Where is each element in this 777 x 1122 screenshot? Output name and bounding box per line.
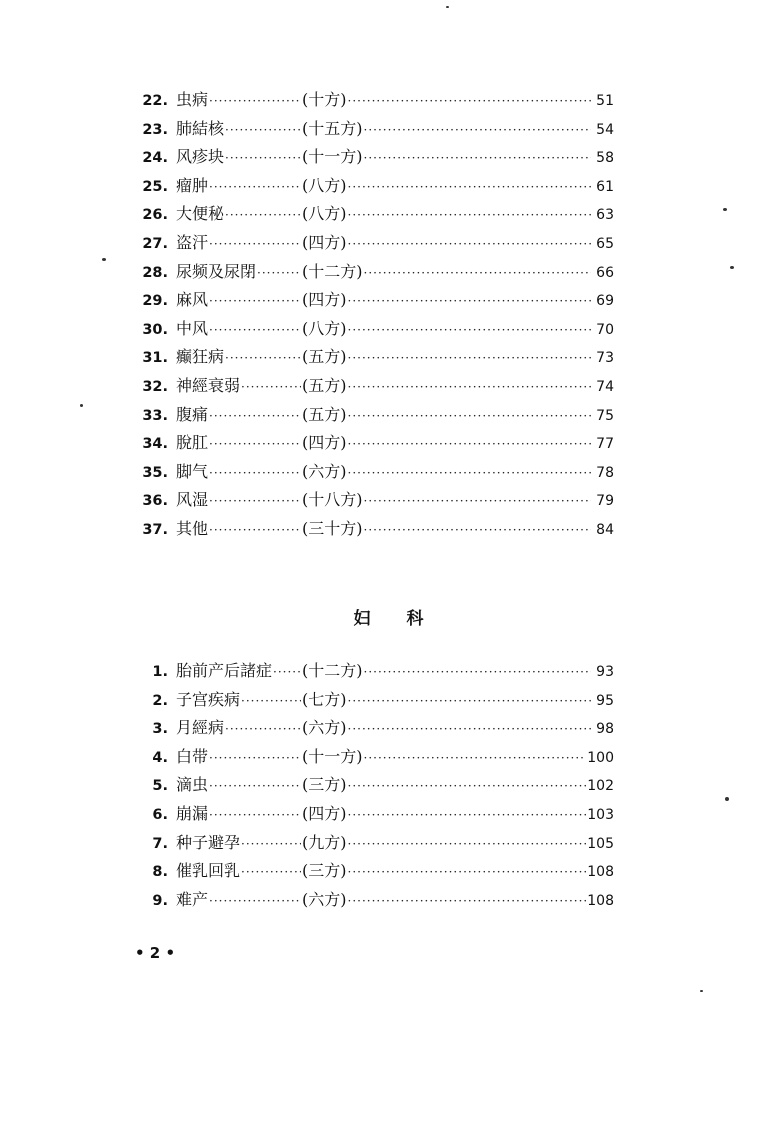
- toc-entry-title: 其他: [176, 518, 209, 538]
- toc-entry-title: 中风: [176, 318, 209, 338]
- dot-leader: [348, 459, 591, 488]
- toc-entry-number: 28.: [142, 264, 168, 281]
- toc-entry-page: 65: [596, 235, 614, 252]
- toc-entry: [128, 372, 614, 401]
- toc-entry-title: 月經病: [176, 718, 225, 738]
- toc-entry-formula-count: (六方): [302, 718, 347, 738]
- toc-entry-page: 79: [596, 493, 614, 510]
- toc-entry-page: 73: [596, 350, 614, 367]
- toc-entry: [128, 857, 614, 886]
- toc-entry-formula-count: (十一方): [302, 746, 363, 766]
- toc-entry: [128, 486, 614, 515]
- dot-leader: [241, 830, 301, 859]
- toc-entry: [128, 172, 614, 201]
- toc-entry-number: 35.: [142, 464, 168, 481]
- dot-leader: [241, 687, 301, 716]
- toc-entry-formula-count: (四方): [302, 232, 347, 252]
- page-number: • 2 •: [135, 944, 176, 962]
- toc-entry-title: 脚气: [176, 461, 209, 481]
- toc-entry: [128, 429, 614, 458]
- toc-entry-formula-count: (六方): [302, 889, 347, 909]
- dot-leader: [348, 887, 587, 916]
- toc-entry-formula-count: (七方): [302, 689, 347, 709]
- toc-entry-page: 69: [596, 293, 614, 310]
- toc-entry-title: 风疹块: [176, 147, 225, 167]
- toc-entry-number: 5.: [152, 778, 168, 795]
- toc-entry: [128, 657, 614, 686]
- dot-leader: [209, 316, 301, 345]
- dot-leader: [209, 230, 301, 259]
- toc-list-internal-medicine: [128, 86, 614, 544]
- toc-entry-page: 102: [587, 778, 614, 795]
- dot-leader: [348, 373, 591, 402]
- dot-leader: [209, 516, 301, 545]
- dot-leader: [209, 744, 301, 773]
- toc-entry-formula-count: (八方): [302, 318, 347, 338]
- toc-entry-formula-count: (六方): [302, 461, 347, 481]
- dot-leader: [348, 687, 591, 716]
- toc-entry-page: 66: [596, 264, 614, 281]
- toc-entry-page: 100: [587, 749, 614, 766]
- toc-entry-number: 37.: [142, 521, 168, 538]
- dot-leader: [225, 344, 301, 373]
- toc-entry-formula-count: (十五方): [302, 118, 363, 138]
- toc-entry-number: 1.: [152, 664, 168, 680]
- dot-leader: [273, 658, 301, 687]
- dot-leader: [209, 459, 301, 488]
- toc-entry-page: 78: [596, 464, 614, 481]
- toc-entry-formula-count: (四方): [302, 803, 347, 823]
- dot-leader: [348, 287, 591, 316]
- toc-entry-number: 25.: [142, 178, 168, 195]
- toc-entry-number: 2.: [152, 692, 168, 709]
- toc-entry-page: 51: [596, 93, 614, 109]
- dot-leader: [364, 116, 591, 145]
- toc-entry-title: 神經衰弱: [176, 375, 241, 395]
- toc-entry-page: 95: [596, 692, 614, 709]
- scan-speck: [723, 208, 727, 211]
- dot-leader: [225, 201, 301, 230]
- toc-entry-number: 34.: [142, 436, 168, 453]
- toc-entry-page: 103: [587, 806, 614, 823]
- toc-entry: [128, 515, 614, 544]
- toc-entry: [128, 86, 614, 115]
- toc-entry-number: 26.: [142, 207, 168, 224]
- toc-entry-title: 麻风: [176, 290, 209, 310]
- toc-entry-page: 75: [596, 407, 614, 424]
- dot-leader: [348, 430, 591, 459]
- toc-entry: [128, 286, 614, 315]
- toc-entry-title: 腹痛: [176, 404, 209, 424]
- toc-entry-title: 白带: [176, 746, 209, 766]
- toc-entry-page: 108: [587, 864, 614, 881]
- toc-entry-formula-count: (八方): [302, 204, 347, 224]
- dot-leader: [348, 87, 591, 116]
- dot-leader: [209, 287, 301, 316]
- dot-leader: [348, 316, 591, 345]
- toc-entry: [128, 229, 614, 258]
- toc-entry: [128, 115, 614, 144]
- toc-entry: [128, 743, 614, 772]
- toc-entry-title: 盗汗: [176, 232, 209, 252]
- toc-entry-formula-count: (十二方): [302, 261, 363, 281]
- toc-entry-formula-count: (十方): [302, 90, 347, 109]
- dot-leader: [225, 116, 301, 145]
- toc-entry-title: 肺結核: [176, 118, 225, 138]
- dot-leader: [209, 801, 301, 830]
- toc-entry: [128, 714, 614, 743]
- toc-entry-formula-count: (九方): [302, 832, 347, 852]
- dot-leader: [364, 144, 591, 173]
- toc-entry-number: 7.: [152, 835, 168, 852]
- dot-leader: [364, 516, 591, 545]
- section-heading-gynecology: 妇科: [353, 609, 460, 629]
- dot-leader: [348, 344, 591, 373]
- toc-entry-title: 虫病: [176, 90, 209, 109]
- toc-entry-page: 70: [596, 321, 614, 338]
- toc-entry: [128, 258, 614, 287]
- toc-entry-number: 33.: [142, 407, 168, 424]
- dot-leader: [348, 715, 591, 744]
- toc-entry: [128, 886, 614, 915]
- toc-entry-number: 29.: [142, 293, 168, 310]
- scan-speck: [725, 797, 729, 801]
- toc-entry-number: 6.: [152, 806, 168, 823]
- toc-entry: [128, 315, 614, 344]
- dot-leader: [209, 402, 301, 431]
- toc-entry-formula-count: (三方): [302, 861, 347, 881]
- toc-entry-formula-count: (三方): [302, 775, 347, 795]
- scan-speck: [700, 990, 703, 992]
- toc-entry-formula-count: (四方): [302, 290, 347, 310]
- toc-entry: [128, 458, 614, 487]
- toc-entry-formula-count: (五方): [302, 404, 347, 424]
- toc-entry-formula-count: (五方): [302, 347, 347, 367]
- toc-entry-formula-count: (八方): [302, 175, 347, 195]
- toc-entry-title: 滴虫: [176, 775, 209, 795]
- dot-leader: [209, 173, 301, 202]
- dot-leader: [348, 201, 591, 230]
- toc-entry-formula-count: (四方): [302, 433, 347, 453]
- toc-entry-title: 瘤肿: [176, 175, 209, 195]
- dot-leader: [241, 858, 301, 887]
- toc-entry-title: 胎前产后諸症: [176, 661, 273, 680]
- dot-leader: [348, 230, 591, 259]
- toc-entry-title: 癫狂病: [176, 347, 225, 367]
- toc-entry-title: 尿频及尿閉: [176, 261, 257, 281]
- toc-entry-formula-count: (十八方): [302, 490, 363, 510]
- toc-entry-page: 63: [596, 207, 614, 224]
- toc-entry-page: 74: [596, 378, 614, 395]
- toc-entry-page: 54: [596, 121, 614, 138]
- toc-entry: [128, 829, 614, 858]
- dot-leader: [348, 173, 591, 202]
- toc-entry-title: 崩漏: [176, 803, 209, 823]
- toc-entry: [128, 401, 614, 430]
- toc-entry-number: 9.: [152, 892, 168, 909]
- toc-entry-title: 风湿: [176, 490, 209, 510]
- toc-entry-title: 脫肛: [176, 433, 209, 453]
- dot-leader: [348, 830, 587, 859]
- toc-entry: [128, 686, 614, 715]
- toc-entry-page: 58: [596, 150, 614, 167]
- dot-leader: [209, 430, 301, 459]
- scan-speck: [730, 266, 734, 269]
- dot-leader: [364, 744, 587, 773]
- toc-entry-page: 98: [596, 721, 614, 738]
- toc-entry-number: 27.: [142, 235, 168, 252]
- dot-leader: [209, 87, 301, 116]
- toc-entry-title: 子宫疾病: [176, 689, 241, 709]
- toc-entry-page: 108: [587, 892, 614, 909]
- toc-entry-formula-count: (十一方): [302, 147, 363, 167]
- toc-entry-number: 23.: [142, 121, 168, 138]
- scan-speck: [446, 6, 449, 8]
- dot-leader: [348, 801, 587, 830]
- dot-leader: [209, 487, 301, 516]
- toc-entry-number: 30.: [142, 321, 168, 338]
- dot-leader: [225, 715, 301, 744]
- toc-entry: [128, 800, 614, 829]
- dot-leader: [225, 144, 301, 173]
- toc-entry-number: 31.: [142, 350, 168, 367]
- toc-entry-title: 催乳回乳: [176, 861, 241, 881]
- dot-leader: [348, 858, 587, 887]
- toc-entry-number: 24.: [142, 150, 168, 167]
- scan-speck: [102, 258, 106, 261]
- dot-leader: [257, 259, 301, 288]
- toc-entry-page: 93: [596, 664, 614, 680]
- toc-entry-page: 105: [587, 835, 614, 852]
- dot-leader: [348, 772, 587, 801]
- toc-entry-title: 大便秘: [176, 204, 225, 224]
- dot-leader: [209, 887, 301, 916]
- toc-entry-formula-count: (三十方): [302, 518, 363, 538]
- toc-entry: [128, 200, 614, 229]
- toc-entry: [128, 343, 614, 372]
- dot-leader: [348, 402, 591, 431]
- toc-entry-number: 22.: [142, 93, 168, 109]
- toc-entry: [128, 771, 614, 800]
- toc-entry-formula-count: (五方): [302, 375, 347, 395]
- toc-entry-title: 种子避孕: [176, 832, 241, 852]
- toc-entry-page: 84: [596, 521, 614, 538]
- dot-leader: [364, 259, 591, 288]
- toc-entry-page: 77: [596, 436, 614, 453]
- toc-entry-formula-count: (十二方): [302, 661, 363, 680]
- dot-leader: [364, 658, 591, 687]
- toc-entry-number: 4.: [152, 749, 168, 766]
- toc-list-gynecology: [128, 657, 614, 914]
- toc-entry-number: 8.: [152, 864, 168, 881]
- dot-leader: [364, 487, 591, 516]
- toc-entry-number: 32.: [142, 378, 168, 395]
- toc-entry-number: 36.: [142, 493, 168, 510]
- toc-entry-title: 难产: [176, 889, 209, 909]
- toc-entry: [128, 143, 614, 172]
- scan-speck: [80, 404, 83, 407]
- toc-entry-page: 61: [596, 178, 614, 195]
- dot-leader: [241, 373, 301, 402]
- toc-entry-number: 3.: [152, 721, 168, 738]
- dot-leader: [209, 772, 301, 801]
